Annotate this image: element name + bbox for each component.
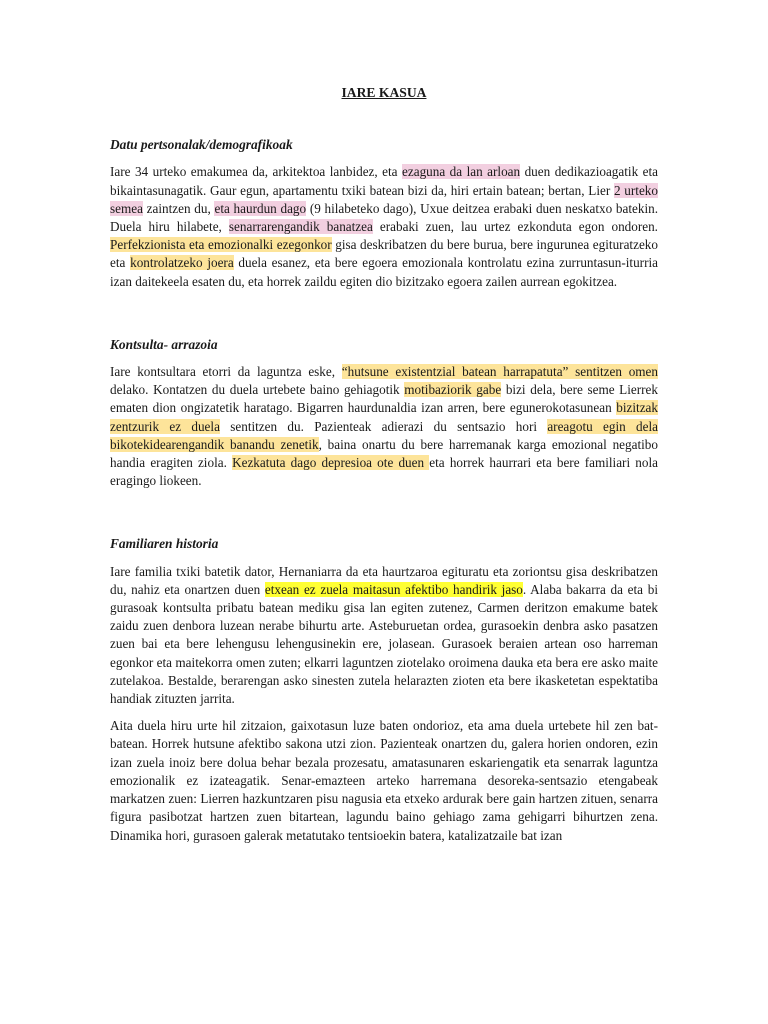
body-text: gisa deskribatzen du bere burua, bere ingurunea egituratzeko eta [110, 237, 658, 271]
document-page [110, 84, 658, 854]
section-heading-personal-data: Datu pertsonalak/demografikoak [110, 137, 293, 153]
body-text: sentitzen du. Pazienteak adierazi du sentsazio hori [219, 418, 548, 434]
body-text: Iare familia txiki batetik dator, Hernaniarra da eta haurtzaroa egituratu eta zoriontsu gisa deskribatzen du, nahiz eta onartzen duen [110, 563, 658, 597]
body-text: duela esanez, eta bere egoera emozionala kontrolatu ezina zurruntasun-iturria izan daitekeela esaten du, eta horrek zaildu egiten dio bizitzako egoera zailen aurrean egokitzea. [110, 255, 658, 289]
body-text: (9 hilabeteko dago), Uxue deitzea erabaki duen neskatxo batekin. Duela hiru hilabete, [110, 200, 658, 235]
section-heading-family-history: Familiaren historia [110, 536, 219, 552]
paragraph-family-history-2 [110, 717, 658, 844]
body-text: eta horrek haurrari eta bere familiari nola eragingo liokeen. [110, 455, 658, 489]
body-text: Iare 34 urteko emakumea da, arkitektoa lanbidez, eta [110, 164, 403, 180]
highlighted-text: etxean ez zuela maitasun afektibo handirik jaso [264, 581, 523, 597]
highlighted-text: bizitzak zentzurik ez duela [110, 400, 658, 434]
body-text: erabaki zuen, lau urtez ezkonduta egon ondoren. [372, 219, 658, 235]
highlighted-text: “hutsune existentzial batean harrapatuta” sentitzen omen [341, 364, 658, 380]
section-spacer [110, 499, 658, 535]
body-text: , baina onartu du bere harremanak karga emozional negatibo handia eragiten ziola. [110, 436, 658, 471]
highlighted-text: 2 urteko semea [110, 182, 658, 216]
highlighted-text: senarrarengandik banatzea [228, 219, 373, 235]
body-text: bizi dela, bere seme Lierrek ematen dion ongizatetik haratago. Bigarren haurdunaldia izan arren, bere egunerokotasunean [110, 382, 658, 416]
body-text: Aita duela hiru urte hil zitzaion, gaixotasun luze baten ondorioz, eta ama duela urtebete hil zen bat-batean. Horrek hutsune afektibo sakona utzi zion. Pazienteak onartzen du, galera horien ondoren, ezin izan zuela inoiz bere dolua behar bezala prozesatu, amatasunaren eskariengatik eta senarrak laguntza emozionalik ez izateagatik. Senar-emazteen arteko harremana desoreka-sentsazio etengabeak markatzen zuen: Lierren hazkuntzaren pisu nagusia eta etxeko ardurak bere gain hartzen zituen, senarra figura pasibotzat hartzen zuen bitartean, lagundu baino gehiago zama gehigarri bihurtzen zena. Dinamika hori, gurasoen galerak metatutako tentsioekin batera, katalizatzaile bat izan [110, 718, 658, 843]
body-text: zaintzen du, [142, 200, 215, 216]
paragraph-consultation-reason [110, 363, 658, 490]
body-text: delako. Kontatzen du duela urtebete baino gehiagotik [110, 382, 405, 398]
body-text: . Alaba bakarra da eta bi gurasoak kontsulta pribatu batean mediku gisa lan egiten zutenez, Carmen deritzon emakume batek zaidu zuen denbora luzean nerabe bihurtu arte. Asteburuetan ordea, gurasoekin denbra asko pasatzen zuen bai eta bere lehengusu lehengusinekin ere, jolasean. Gurasoek beraien artean oso harreman egonkor eta maitekorra omen zuten; elkarri laguntzen ziotelako oroimena dauka eta bera ere asko maite zutelakoa. Bestalde, berarengan asko sinesten zutela helarazten zioten eta bere ikasketetan espektatiba handiak zituzten jarrita. [110, 581, 658, 707]
highlighted-text: areagotu egin dela bikotekidearengandik banandu zenetik [110, 418, 658, 452]
highlighted-text: Perfekzionista eta emozionalki ezegonkor [110, 237, 332, 253]
paragraph-personal-data [110, 163, 658, 290]
highlighted-text: Kezkatuta dago depresioa ote duen [232, 455, 430, 471]
section-heading-consultation-reason: Kontsulta- arrazoia [110, 336, 218, 352]
paragraph-family-history-1 [110, 563, 658, 709]
highlighted-text: eta haurdun dago [214, 200, 307, 216]
highlighted-text: ezaguna da lan arloan [402, 164, 521, 180]
body-text: duen dedikazioagatik eta bikaintasunagatik. Gaur egun, apartamentu txiki batean bizi da, hiri ertain batean; bertan, Lier [110, 164, 659, 198]
body-text: Iare kontsultara etorri da laguntza eske, [110, 364, 342, 380]
highlighted-text: kontrolatzeko joera [130, 255, 234, 271]
highlighted-text: motibaziorik gabe [404, 382, 502, 398]
document-title: IARE KASUA [341, 85, 427, 100]
section-spacer [110, 300, 658, 336]
